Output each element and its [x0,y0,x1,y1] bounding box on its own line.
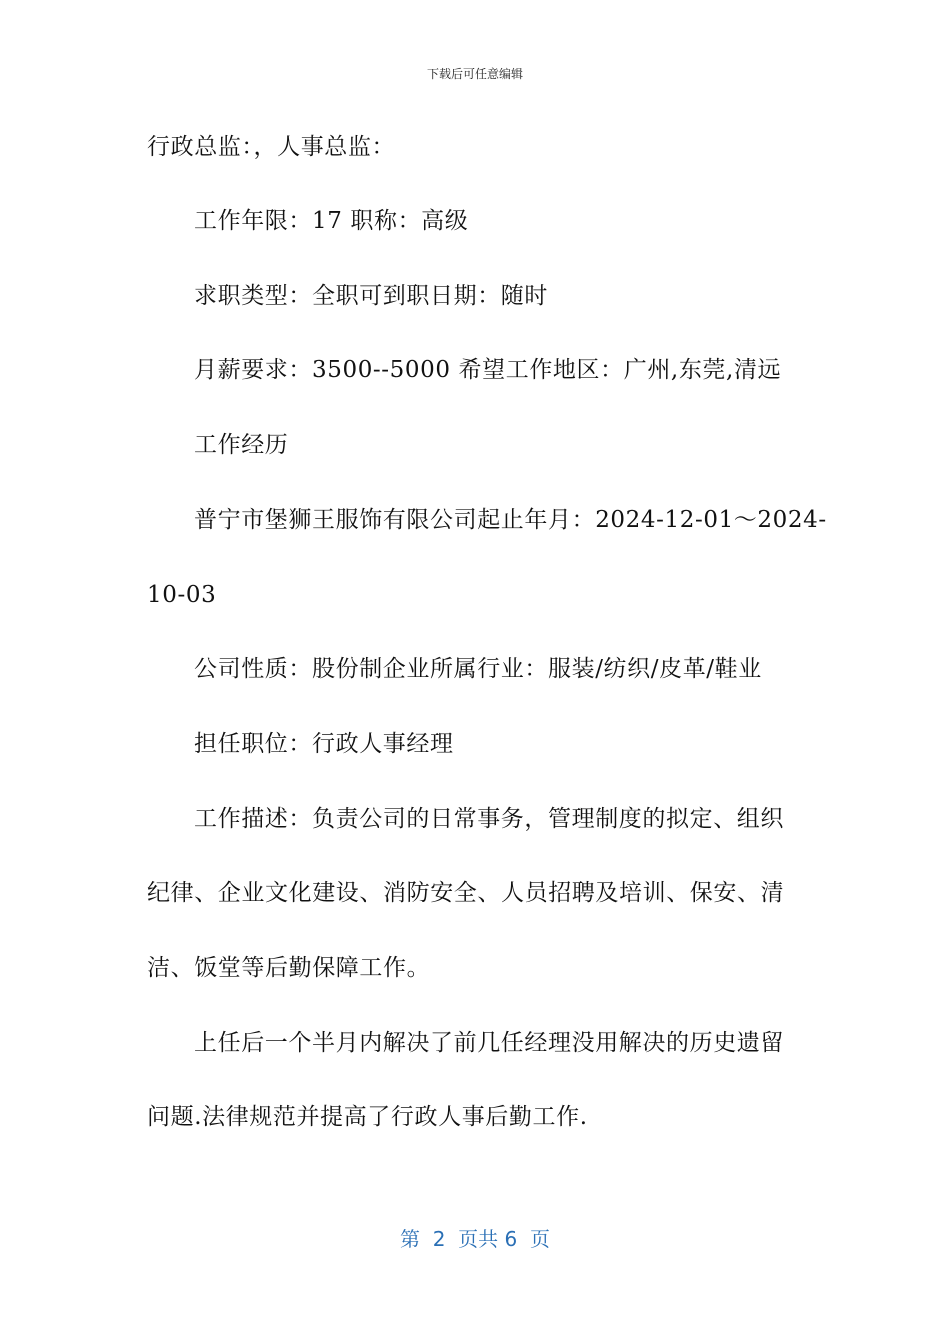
text-line: 月薪要求：3500--5000 希望工作地区：广州,东莞,清远 [194,357,782,383]
text-line: 行政总监：，人事总监： [147,134,396,160]
text-line: 问题.法律规范并提高了行政人事后勤工作. [147,1104,588,1130]
text-line: 工作年限：17 职称：高级 [194,208,469,234]
section-heading: 工作经历 [194,432,289,458]
text-line: 上任后一个半月内解决了前几任经理没用解决的历史遗留 [194,1030,784,1056]
text-line: 纪律、企业文化建设、消防安全、人员招聘及培训、保安、清 [147,880,785,906]
page-header: 下载后可任意编辑 [426,67,523,81]
page-number-footer: 第 2 页共 6 页 [400,1227,550,1251]
text-line: 洁、饭堂等后勤保障工作。 [147,955,431,981]
text-line: 公司性质：股份制企业所属行业：服装/纺织/皮革/鞋业 [194,656,762,682]
text-line: 普宁市堡狮王服饰有限公司起止年月：2024-12-01～2024- [194,507,827,533]
text-line: 求职类型：全职可到职日期：随时 [194,283,548,309]
text-line: 10-03 [147,582,217,608]
text-line: 工作描述：负责公司的日常事务，管理制度的拟定、组织 [194,806,784,832]
text-line: 担任职位：行政人事经理 [194,731,454,757]
